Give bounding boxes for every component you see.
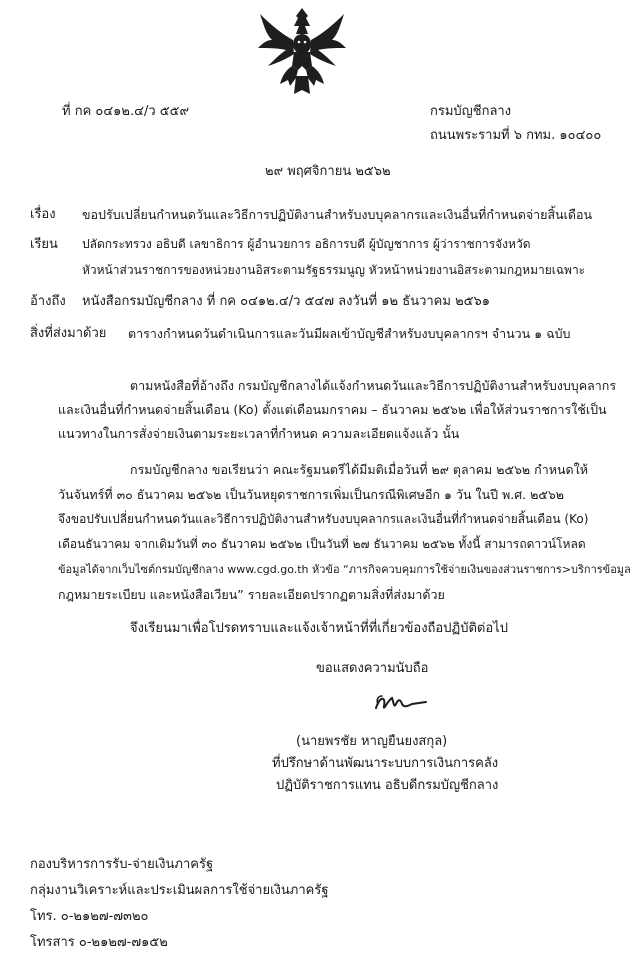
- body-paragraph-2-line-2: วันจันทร์ที่ ๓๐ ธันวาคม ๒๕๖๒ เป็นวันหยุดราชการเพิ่มเป็นกรณีพิเศษอีก ๑ วัน ในปี พ.ศ. ๒๕๖๒: [58, 487, 564, 502]
- subject-text: ขอปรับเปลี่ยนกำหนดวันและวิธีการปฏิบัติงานสำหรับงบบุคลากรและเงินอื่นที่กำหนดจ่ายสิ้นเดือน: [82, 207, 593, 222]
- body-closing-request: จึงเรียนมาเพื่อโปรดทราบและแจ้งเจ้าหน้าที่ที่เกี่ยวข้องถือปฏิบัติต่อไป: [130, 621, 508, 636]
- footer-group: กลุ่มงานวิเคราะห์และประเมินผลการใช้จ่ายเงินภาครัฐ: [30, 883, 329, 898]
- body-paragraph-1-line-2: และเงินอื่นที่กำหนดจ่ายสิ้นเดือน (Ko) ตั้งแต่เดือนมกราคม – ธันวาคม ๒๕๖๒ เพื่อให้ส่วนราชการใช้เป็น: [58, 402, 607, 417]
- body-paragraph-1-line-3: แนวทางในการสั่งจ่ายเงินตามระยะเวลาที่กำหนด ความละเอียดแจ้งแล้ว นั้น: [58, 426, 460, 441]
- letter-date: ๒๙ พฤศจิกายน ๒๕๖๒: [265, 164, 391, 179]
- body-paragraph-2-line-4: เดือนธันวาคม จากเดิมวันที่ ๓๐ ธันวาคม ๒๕๖๒ เป็นวันที่ ๒๗ ธันวาคม ๒๕๖๒ ทั้งนี้ สามารถดาวน์โหลด: [58, 537, 586, 551]
- agency-address: ถนนพระรามที่ ๖ กทม. ๑๐๔๐๐: [430, 128, 602, 143]
- subject-label: เรื่อง: [30, 207, 56, 222]
- footer-fax: โทรสาร ๐-๒๑๒๗-๗๑๕๒: [30, 935, 168, 950]
- body-paragraph-2-line-6: กฎหมายระเบียบ และหนังสือเวียน” รายละเอียดปรากฏตามสิ่งที่ส่งมาด้วย: [58, 587, 445, 602]
- signatory-name: (นายพรชัย หาญยืนยงสกุล): [296, 734, 448, 749]
- recipient-line-2: หัวหน้าส่วนราชการของหน่วยงานอิสระตามรัฐธรรมนูญ หัวหน้าหน่วยงานอิสระตามกฎหมายเฉพาะ: [82, 263, 586, 277]
- reference-text: หนังสือกรมบัญชีกลาง ที่ กค ๐๔๑๒.๔/ว ๕๔๗ ลงวันที่ ๑๒ ธันวาคม ๒๕๖๑: [82, 294, 490, 309]
- enclosure-label: สิ่งที่ส่งมาด้วย: [30, 326, 107, 341]
- handwritten-signature-icon: [372, 690, 430, 716]
- footer-division: กองบริหารการรับ-จ่ายเงินภาครัฐ: [30, 857, 214, 872]
- document-reference-number: ที่ กค ๐๔๑๒.๔/ว ๕๕๙: [62, 104, 189, 119]
- signatory-title-2: ปฏิบัติราชการแทน อธิบดีกรมบัญชีกลาง: [276, 778, 499, 793]
- body-paragraph-2-line-1: กรมบัญชีกลาง ขอเรียนว่า คณะรัฐมนตรีได้มีมติเมื่อวันที่ ๒๙ ตุลาคม ๒๕๖๒ กำหนดให้: [130, 462, 588, 477]
- footer-telephone: โทร. ๐-๒๑๒๗-๗๓๒๐: [30, 909, 149, 924]
- recipient-label: เรียน: [30, 237, 58, 252]
- body-paragraph-2-line-3: จึงขอปรับเปลี่ยนกำหนดวันและวิธีการปฏิบัติงานสำหรับงบบุคลากรและเงินอื่นที่กำหนดจ่ายสิ้นเดือน (Ko): [58, 512, 589, 526]
- agency-name: กรมบัญชีกลาง: [430, 104, 512, 119]
- closing-regards: ขอแสดงความนับถือ: [316, 661, 429, 676]
- signatory-title-1: ที่ปรึกษาด้านพัฒนาระบบการเงินการคลัง: [272, 756, 499, 771]
- garuda-emblem-icon: [252, 4, 352, 98]
- body-paragraph-2-line-5: ข้อมูลได้จากเว็บไซต์กรมบัญชีกลาง www.cgd.go.th หัวข้อ “ภารกิจควบคุมการใช้จ่ายเงินของส่วนราชการ>บริการข้อมูล: [58, 563, 631, 576]
- body-paragraph-1-line-1: ตามหนังสือที่อ้างถึง กรมบัญชีกลางได้แจ้งกำหนดวันและวิธีการปฏิบัติงานสำหรับงบบุคลากร: [130, 378, 617, 393]
- reference-label: อ้างถึง: [30, 294, 66, 309]
- recipient-line-1: ปลัดกระทรวง อธิบดี เลขาธิการ ผู้อำนวยการ อธิการบดี ผู้บัญชาการ ผู้ว่าราชการจังหวัด: [82, 237, 531, 251]
- enclosure-text: ตารางกำหนดวันดำเนินการและวันมีผลเข้าบัญชีสำหรับงบบุคลากรฯ จำนวน ๑ ฉบับ: [128, 326, 571, 341]
